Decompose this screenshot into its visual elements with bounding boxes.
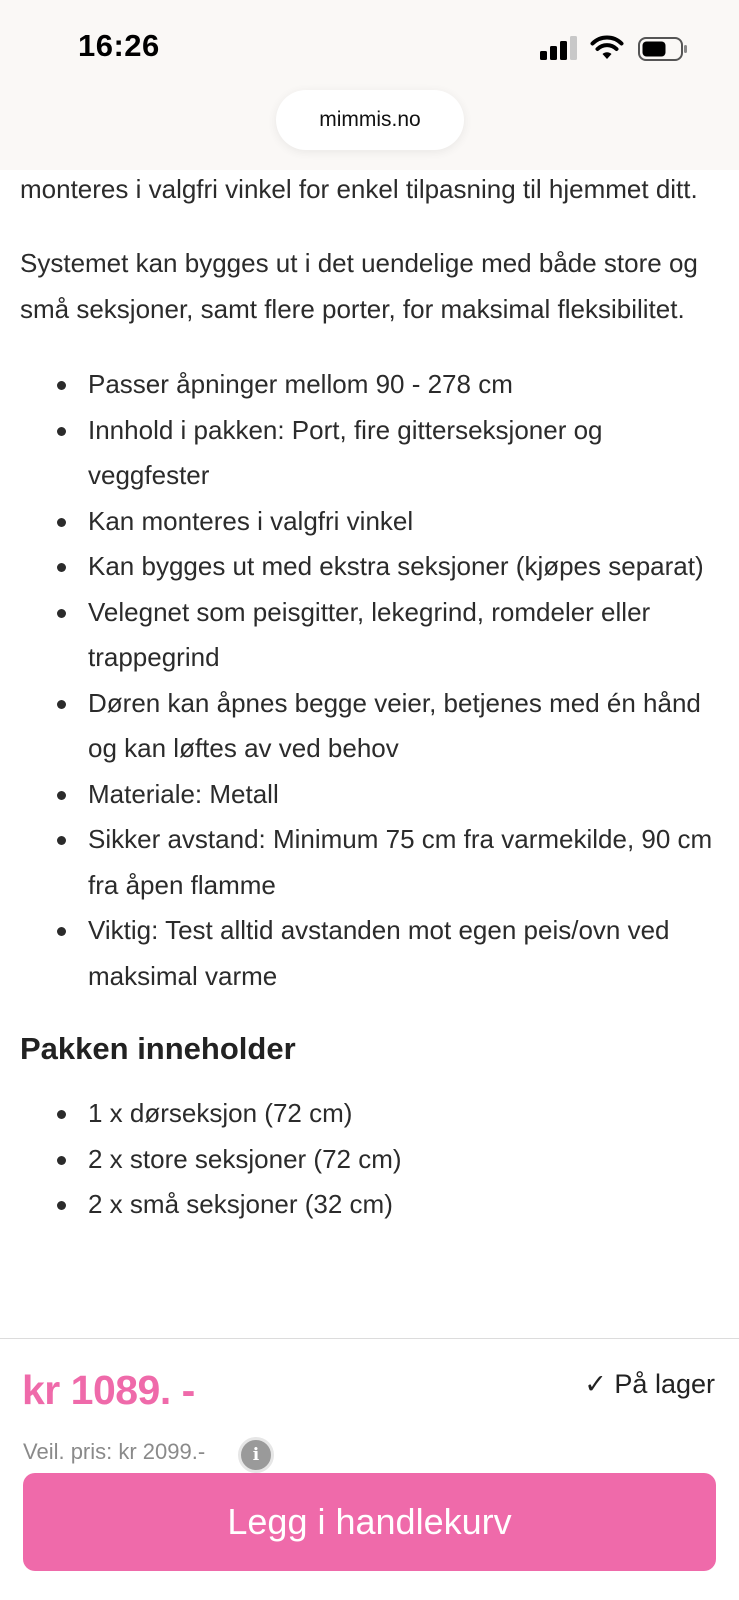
status-bar [0,0,739,170]
feature-list [20,362,720,999]
add-to-cart-button[interactable]: Legg i handlekurv [23,1473,716,1571]
bullet-icon [57,836,66,845]
list-item [20,1182,720,1228]
list-item [20,499,720,545]
url-bar[interactable] [276,90,464,150]
purchase-bar [0,1338,739,1600]
battery-icon [638,37,688,61]
package-item-text: 2 x små seksjoner (32 cm) [88,1189,393,1219]
list-item [20,362,720,408]
description-paragraph: Systemet kan bygges ut i det uendelige med både store og små seksjoner, samt flere porter, for maksimal fleksibilitet. [20,248,698,324]
bullet-icon [57,1156,66,1165]
bullet-icon [57,381,66,390]
recommended-price: Veil. pris: kr 2099.- [23,1439,206,1464]
bullet-icon [57,927,66,936]
list-item [20,590,720,681]
wifi-icon [590,33,624,61]
product-price: kr 1089. - [22,1367,195,1413]
feature-text: Kan bygges ut med ekstra seksjoner (kjøpes separat) [88,551,704,581]
product-description [20,166,720,1228]
list-item [20,817,720,908]
package-item-text: 1 x dørseksjon (72 cm) [88,1098,353,1128]
package-contents-heading: Pakken inneholder [20,1031,296,1066]
list-item [20,1137,720,1183]
package-contents-list [20,1091,720,1228]
bullet-icon [57,1110,66,1119]
feature-text: Innhold i pakken: Port, fire gitterseksjoner og veggfester [88,414,603,490]
bullet-icon [57,1201,66,1210]
description-paragraph: monteres i valgfri vinkel for enkel tilpasning til hjemmet ditt. [20,174,698,204]
feature-text: Materiale: Metall [88,778,279,809]
bullet-icon [57,518,66,527]
cellular-signal-icon [540,36,578,60]
list-item [20,1091,720,1137]
bullet-icon [57,791,66,800]
bullet-icon [57,700,66,709]
url-text: mimmis.no [319,108,421,131]
feature-text: Sikker avstand: Minimum 75 cm fra varmekilde, 90 cm fra åpen flamme [88,824,713,900]
feature-text: Viktig: Test alltid avstanden mot egen peis/ovn ved maksimal varme [88,915,670,991]
feature-text: Passer åpninger mellom 90 - 278 cm [88,369,513,399]
bullet-icon [57,609,66,618]
feature-text: Velegnet som peisgitter, lekegrind, romdeler eller trappegrind [88,596,651,672]
list-item [20,681,720,772]
stock-status: ✓ På lager [584,1369,715,1399]
info-icon[interactable]: i [238,1437,274,1473]
list-item [20,408,720,499]
feature-text: Kan monteres i valgfri vinkel [88,505,414,536]
package-item-text: 2 x store seksjoner (72 cm) [88,1143,402,1174]
feature-text: Døren kan åpnes begge veier, betjenes med én hånd og kan løftes av ved behov [88,687,701,763]
list-item [20,772,720,818]
list-item [20,544,720,590]
status-time: 16:26 [78,28,160,63]
bullet-icon [57,427,66,436]
bullet-icon [57,563,66,572]
list-item [20,908,720,999]
